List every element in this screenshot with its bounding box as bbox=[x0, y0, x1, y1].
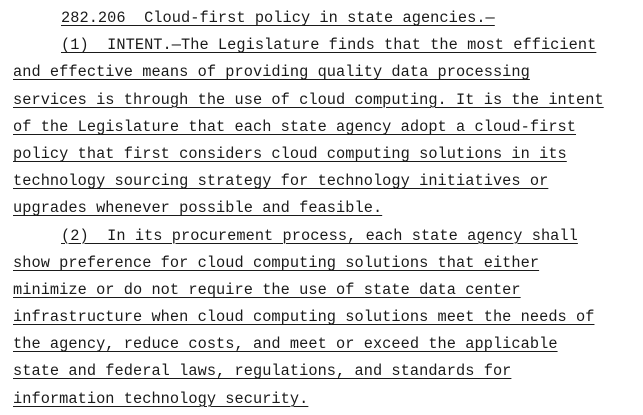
paragraph-1-line-4: of the Legislature that each state agency adopt a cloud-first bbox=[13, 117, 577, 136]
paragraph-line bbox=[13, 358, 638, 385]
paragraph-2-line-7: information technology security. bbox=[13, 389, 309, 408]
paragraph-2-line-1: (2) In its procurement process, each state agency shall bbox=[61, 226, 578, 245]
paragraph-2 bbox=[13, 223, 638, 413]
statute-document bbox=[13, 5, 638, 413]
paragraph-1-line-7: upgrades whenever possible and feasible. bbox=[13, 199, 383, 218]
paragraph-line bbox=[13, 195, 638, 222]
paragraph-line bbox=[13, 250, 638, 277]
paragraph-line bbox=[13, 32, 638, 59]
paragraph-2-line-4: infrastructure when cloud computing solutions meet the needs of bbox=[13, 308, 595, 327]
paragraph-line bbox=[13, 304, 638, 331]
paragraph-line bbox=[13, 87, 638, 114]
paragraph-line bbox=[13, 168, 638, 195]
paragraph-line bbox=[13, 386, 638, 413]
paragraph-2-line-5: the agency, reduce costs, and meet or exceed the applicable bbox=[13, 335, 558, 354]
paragraph-1-line-3: services is through the use of cloud computing. It is the intent bbox=[13, 90, 604, 109]
paragraph-line bbox=[13, 331, 638, 358]
paragraph-1-line-5: policy that first considers cloud computing solutions in its bbox=[13, 144, 567, 163]
paragraph-line bbox=[13, 114, 638, 141]
paragraph-1 bbox=[13, 32, 638, 222]
paragraph-line bbox=[13, 141, 638, 168]
paragraph-line bbox=[13, 59, 638, 86]
paragraph-1-line-2: and effective means of providing quality data processing bbox=[13, 63, 530, 82]
paragraph-line bbox=[13, 277, 638, 304]
section-heading-line bbox=[13, 5, 638, 32]
paragraph-2-line-6: state and federal laws, regulations, and standards for bbox=[13, 362, 512, 381]
section-heading: 282.206 Cloud-first policy in state agencies.— bbox=[61, 9, 495, 27]
paragraph-1-line-1: (1) INTENT.—The Legislature finds that the most efficient bbox=[61, 36, 597, 55]
paragraph-2-line-3: minimize or do not require the use of state data center bbox=[13, 280, 521, 299]
paragraph-line bbox=[13, 223, 638, 250]
paragraph-2-line-2: show preference for cloud computing solutions that either bbox=[13, 253, 540, 272]
paragraph-1-line-6: technology sourcing strategy for technology initiatives or bbox=[13, 172, 549, 191]
